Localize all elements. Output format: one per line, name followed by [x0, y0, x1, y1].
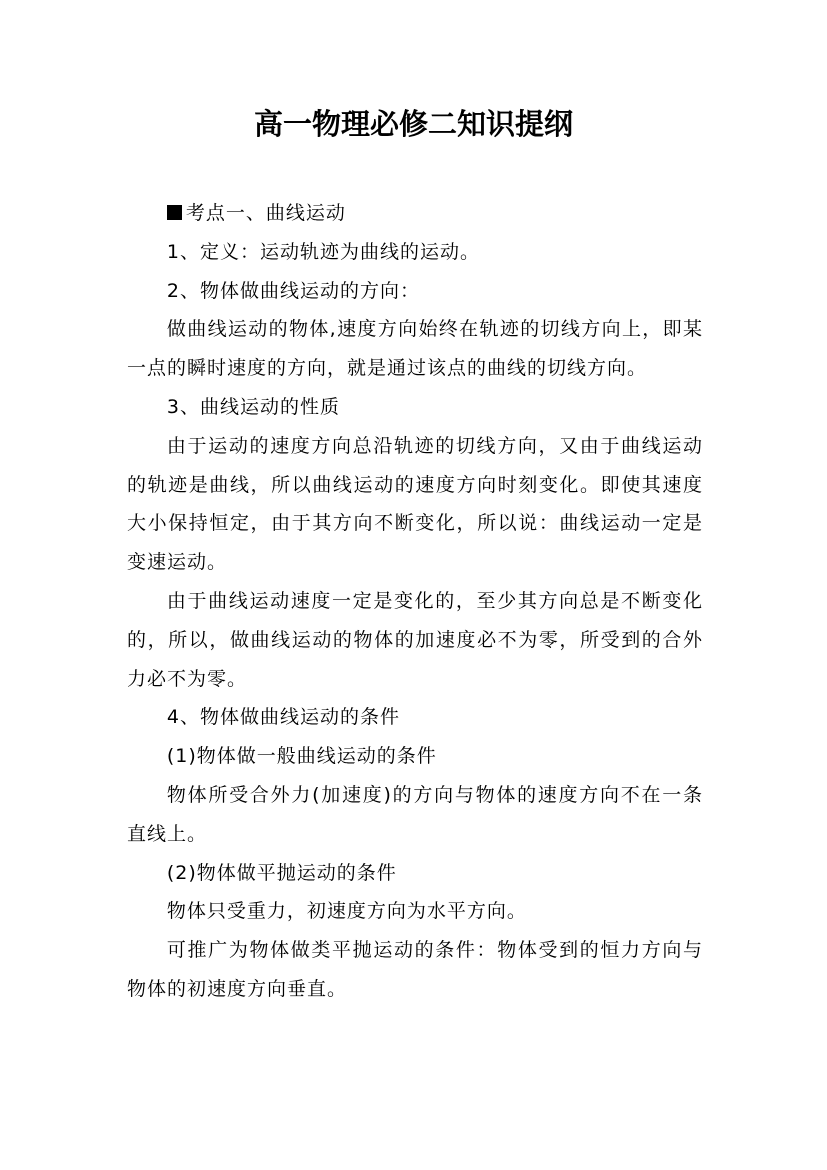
paragraph: 3、曲线运动的性质	[166, 395, 340, 418]
paragraph: 做曲线运动的物体,速度方向始终在轨迹的切线方向上，即某一点的瞬时速度的方向，就是通过该点的曲线的切线方向。	[127, 318, 703, 380]
document-title: 高一物理必修二知识提纲	[253, 107, 573, 141]
square-bullet-icon	[167, 205, 182, 220]
paragraph: 可推广为物体做类平抛运动的条件：物体受到的恒力方向与物体的初速度方向垂直。	[127, 939, 703, 1000]
paragraph: (1)物体做一般曲线运动的条件	[166, 745, 437, 768]
paragraph: 物体只受重力，初速度方向为水平方向。	[166, 900, 527, 923]
section-heading	[127, 194, 703, 233]
document-body	[127, 194, 703, 1009]
paragraph: 由于曲线运动速度一定是变化的，至少其方向总是不断变化的，所以，做曲线运动的物体的加速度必不为零，所受到的合外力必不为零。	[127, 589, 703, 690]
paragraph: 2、物体做曲线运动的方向：	[166, 279, 420, 302]
section-heading-text: 考点一、曲线运动	[185, 202, 346, 224]
paragraph: 物体所受合外力(加速度)的方向与物体的速度方向不在一条直线上。	[127, 783, 703, 845]
paragraph: 4、物体做曲线运动的条件	[166, 706, 400, 729]
paragraph: 1、定义：运动轨迹为曲线的运动。	[166, 240, 480, 263]
paragraph: 由于运动的速度方向总沿轨迹的切线方向，又由于曲线运动的轨迹是曲线，所以曲线运动的速度方向时刻变化。即使其速度大小保持恒定，由于其方向不断变化，所以说：曲线运动一定是变速运动。	[127, 434, 703, 574]
paragraph: (2)物体做平抛运动的条件	[166, 861, 397, 884]
